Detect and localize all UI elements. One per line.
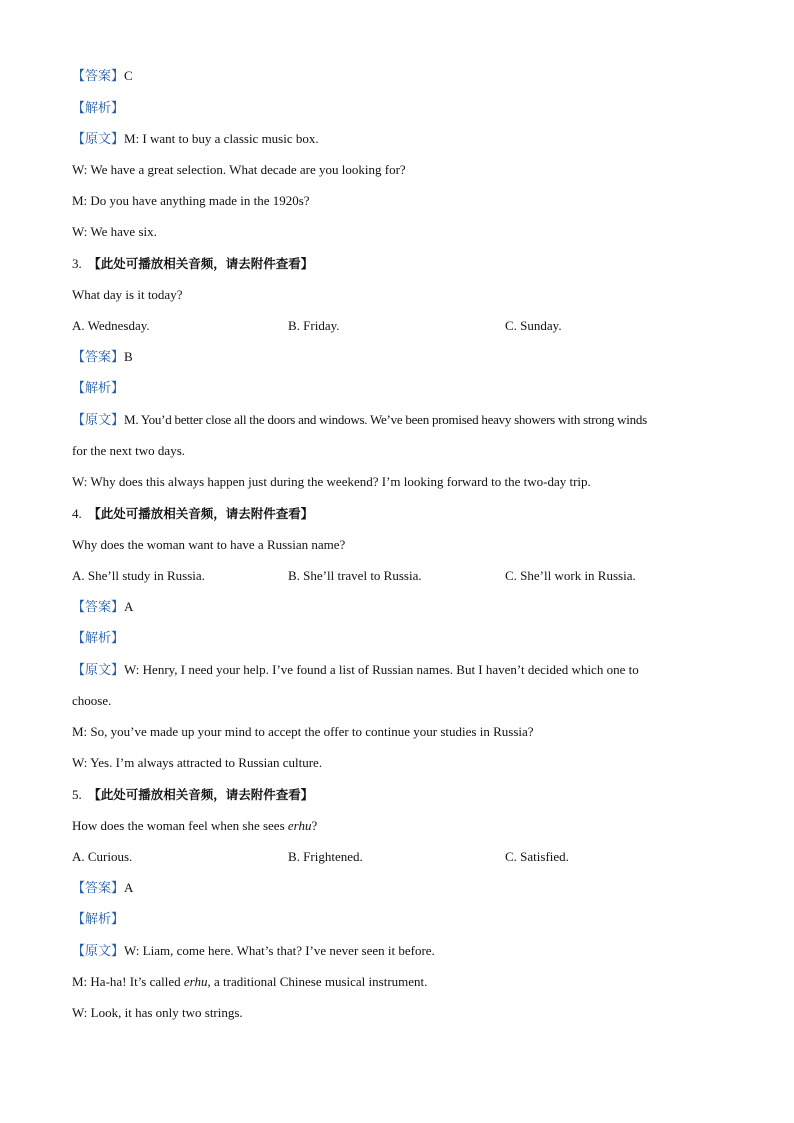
option-b[interactable]: B. She’ll travel to Russia. <box>288 568 422 583</box>
transcript-line: W: We have six. <box>72 224 157 239</box>
answer-label: 【答案】 <box>72 350 125 365</box>
question-header-4 <box>72 506 313 522</box>
answer-label: 【答案】 <box>72 600 125 615</box>
question-text: What day is it today? <box>72 287 183 302</box>
question-number: 4. <box>72 506 82 521</box>
answer-line <box>72 349 133 366</box>
option-c[interactable]: C. Satisfied. <box>505 849 569 864</box>
original-label: 【原文】 <box>72 663 125 678</box>
transcript-line: M: Do you have anything made in the 1920s? <box>72 193 310 208</box>
question-header-3 <box>72 256 313 272</box>
analysis-label: 【解析】 <box>72 381 125 396</box>
answer-value: C <box>124 68 133 83</box>
transcript-line: W: Why does this always happen just during the weekend? I’m looking forward to the two-day trip. <box>72 474 591 489</box>
transcript-line: choose. <box>72 693 112 708</box>
answer-value: A <box>124 880 134 895</box>
option-a[interactable]: A. Wednesday. <box>72 318 150 333</box>
answer-line <box>72 880 133 897</box>
option-a[interactable]: A. Curious. <box>72 849 133 864</box>
original-label: 【原文】 <box>72 132 125 147</box>
analysis-label: 【解析】 <box>72 101 125 116</box>
audio-note[interactable]: 【此处可播放相关音频，请去附件查看】 <box>88 506 314 521</box>
transcript-line: W: We have a great selection. What decade are you looking for? <box>72 162 406 177</box>
question-text: How does the woman feel when she sees erhu? <box>72 818 318 833</box>
transcript-line: W: Look, it has only two strings. <box>72 1005 243 1020</box>
transcript-line: W: Yes. I’m always attracted to Russian culture. <box>72 755 323 770</box>
analysis-label: 【解析】 <box>72 912 125 927</box>
question-number: 3. <box>72 256 82 271</box>
answer-value: B <box>124 349 133 364</box>
original-label: 【原文】 <box>72 944 125 959</box>
answer-value: A <box>124 599 134 614</box>
transcript-line: 【原文】M. You’d better close all the doors and windows. We’ve been promised heavy showers with strong winds <box>72 412 647 428</box>
option-c[interactable]: C. She’ll work in Russia. <box>505 568 636 583</box>
option-a[interactable]: A. She’ll study in Russia. <box>72 568 205 583</box>
audio-note[interactable]: 【此处可播放相关音频，请去附件查看】 <box>88 256 314 271</box>
transcript-line: 【原文】M: I want to buy a classic music box. <box>72 131 319 147</box>
transcript-line: for the next two days. <box>72 443 186 458</box>
original-label: 【原文】 <box>72 413 125 428</box>
option-b[interactable]: B. Friday. <box>288 318 340 333</box>
question-header-5 <box>72 787 313 803</box>
transcript-line: M: Ha-ha! It’s called erhu, a traditional Chinese musical instrument. <box>72 974 428 989</box>
answer-line <box>72 68 133 85</box>
answer-label: 【答案】 <box>72 881 125 896</box>
question-text: Why does the woman want to have a Russian name? <box>72 537 346 552</box>
answer-label: 【答案】 <box>72 69 125 84</box>
option-b[interactable]: B. Frightened. <box>288 849 363 864</box>
audio-note[interactable]: 【此处可播放相关音频，请去附件查看】 <box>88 787 314 802</box>
transcript-line: 【原文】W: Liam, come here. What’s that? I’ve never seen it before. <box>72 943 435 959</box>
question-number: 5. <box>72 787 82 802</box>
analysis-label: 【解析】 <box>72 631 125 646</box>
transcript-line: 【原文】W: Henry, I need your help. I’ve found a list of Russian names. But I haven’t decided which one to <box>72 662 639 678</box>
answer-line <box>72 599 133 616</box>
option-c[interactable]: C. Sunday. <box>505 318 562 333</box>
transcript-line: M: So, you’ve made up your mind to accept the offer to continue your studies in Russia? <box>72 724 534 739</box>
